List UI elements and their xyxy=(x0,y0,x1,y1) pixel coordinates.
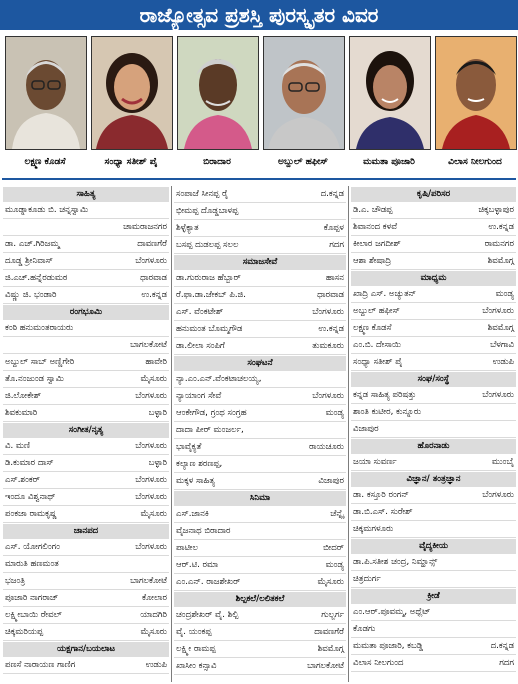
awardee-name: ಡಾ.ಲೀಲಾ ಸಂಪಿಗೆ xyxy=(176,341,225,351)
awardee-row xyxy=(3,556,169,573)
awardee-name: ಭಜಂತ್ರಿ xyxy=(5,576,26,586)
awardee-name: ಆಂಕೇಗೌಡ, ಗ್ರಂಥ ಸಂಗ್ರಹ xyxy=(176,408,247,418)
awardee-place: ಹಾಸನ xyxy=(325,273,344,283)
awards-column-2 xyxy=(174,186,346,682)
awardee-place: ಯಾದಗಿರಿ xyxy=(140,610,167,620)
awardee-place: ಬೆಂಗಳೂರು xyxy=(482,490,514,500)
awardee-row xyxy=(351,354,516,371)
awardee-name: ಭೀಮಪ್ಪ ದೊಡ್ಡಬಾಳಪ್ಪ xyxy=(176,206,239,216)
awardee-row xyxy=(3,455,169,472)
portrait-4 xyxy=(261,34,345,176)
awardee-place: ಬೆಂಗಳೂರು xyxy=(482,306,514,316)
awardee-row xyxy=(174,422,346,439)
awardee-place: ದಾವಣಗೆರೆ xyxy=(137,239,167,249)
awardee-name: ಎಸ್.ಜಾನಕಿ xyxy=(176,509,209,519)
awardee-place: ಗದಗ xyxy=(499,658,514,668)
awardee-row xyxy=(3,489,169,506)
awardee-place: ಗದಗ xyxy=(329,240,344,250)
awardee-name: ಮೂಡ್ನಾಕೂಡು ಬಿ. ಚನ್ನಸ್ವಾಮಿ xyxy=(5,205,89,215)
awardee-name: ನ್ಯಾಯಾಂಗ ಸೇವೆ xyxy=(176,391,222,401)
awardee-name: ರೆ.ಫಾ.ಡಾ.ಜೇಕಬ್ ಪಿ.ಜಿ. xyxy=(176,290,246,300)
awardee-place: ಚಿಕ್ಕಬಳ್ಳಾಪುರ xyxy=(478,205,514,215)
awardee-place: ವಿಜಾಪುರ xyxy=(318,476,344,486)
category-header: ಕೃಷಿ/ಪರಿಸರ xyxy=(351,187,516,202)
awardee-row xyxy=(351,454,516,471)
category-header: ಸಂಗೀತ/ನೃತ್ಯ xyxy=(3,423,169,438)
awardee-row xyxy=(351,638,516,655)
awardee-name: ಶಾಂತಿ ಕುಟೀರ, ಕುನ್ನೂರು xyxy=(353,407,422,417)
awardee-name: ಎಂ.ಬಿ. ದೇಸಾಯಿ xyxy=(353,340,401,350)
awardee-place: ಮೈಸೂರು xyxy=(317,577,344,587)
awardee-row xyxy=(351,655,516,672)
awards-column-1 xyxy=(3,186,169,682)
category-header: ಯಕ್ಷಗಾನ/ಬಯಲಾಟ xyxy=(3,642,169,657)
awardee-name: ಖಾಸೀಂ ಕನ್ಸಾವಿ xyxy=(176,661,217,671)
awardee-place: ಉ.ಕನ್ನಡ xyxy=(488,222,514,232)
column-separator xyxy=(348,186,349,682)
awardee-row xyxy=(351,202,516,219)
awardee-name: ಜಯಾ ಸುವರ್ಣ xyxy=(353,457,397,467)
category-header: ಮಾಧ್ಯಮ xyxy=(351,271,516,286)
category-header: ಜಾನಪದ xyxy=(3,524,169,539)
awardee-name: ಕಂಠಿ ಹನುಮಂತರಾಯರು xyxy=(5,323,74,333)
awardee-name: ಎಂ.ಆರ್.ಪೂವಮ್ಮ, ಅಥ್ಲೆಟ್ xyxy=(353,607,431,617)
awardee-name: ಸಂಪಾಜೆ ಸೀನಪ್ಪ ರೈ xyxy=(176,189,229,199)
awardee-row xyxy=(174,321,346,338)
awardee-place: ಮಂಡ್ಯ xyxy=(325,408,344,418)
awardee-name: ಚಿಕ್ಕಮಗಳೂರು xyxy=(353,524,394,534)
awardee-row xyxy=(174,338,346,355)
awardee-row xyxy=(351,504,516,521)
awardee-name: ಡಾ.ಗುರುರಾಜ ಹೆಬ್ಬಾರ್ xyxy=(176,273,241,283)
awardee-place: ಬೆಳಗಾವಿ xyxy=(490,340,514,350)
awardee-place: ಬೆಂಗಳೂರು xyxy=(135,475,167,485)
awardee-name: ಡಿ.ಕುಮಾರ ದಾಸ್ xyxy=(5,458,54,468)
awards-column-3 xyxy=(351,186,516,682)
portrait-6 xyxy=(433,34,517,176)
awardee-row xyxy=(174,473,346,490)
awardee-place: ಗುಲ್ಬರ್ಗ xyxy=(321,610,344,620)
awardee-place: ಬೆಂಗಳೂರು xyxy=(135,256,167,266)
awardee-name: ಅಬ್ದುಲ್ ಹಫೀಸ್ xyxy=(353,306,400,316)
portrait-photo xyxy=(5,36,87,150)
awardee-name: ಚಿಕ್ಕಮರಿಯಪ್ಪ xyxy=(5,627,44,637)
awardee-name: ಪೂಜಾರಿ ನಾಗರಾಜ್ xyxy=(5,593,59,603)
category-header: ಶಿಲ್ಪಕಲೆ/ಲಲಿತಕಲೆ xyxy=(174,592,346,607)
awardee-name: ಆರ್.ಟಿ. ರಮಾ xyxy=(176,560,219,570)
awardee-row xyxy=(3,287,169,304)
awardee-row xyxy=(3,506,169,523)
awardee-row xyxy=(351,303,516,320)
awardee-name: ಬಸಪ್ಪ ದುಡಲಪ್ಪ ಸಲಲ xyxy=(176,240,239,250)
awardee-name: ಎಸ್.ಶಂಕರ್ xyxy=(5,475,40,485)
awardee-row xyxy=(174,405,346,422)
portrait-caption: ಸಂಧ್ಯಾ ಸತೀಶ್ ಪೈ xyxy=(104,157,158,167)
awardee-row xyxy=(174,540,346,557)
awardee-name: ಶಿವಾನಂದ ಕಳವೆ xyxy=(353,222,398,232)
awardee-name: ಪಾಟೀಲ xyxy=(176,543,198,553)
awardee-name: ಹನುಮಂತ ಬೊಮ್ಮಗೌಡ xyxy=(176,324,243,334)
awardee-name: ಕನ್ನಡ ಸಾಹಿತ್ಯ ಪರಿಷತ್ತು xyxy=(353,390,417,400)
portrait-photo xyxy=(349,36,431,150)
awardee-place: ಉ.ಕನ್ನಡ xyxy=(141,290,167,300)
awardee-row xyxy=(3,354,169,371)
portrait-3 xyxy=(175,34,259,176)
awardee-place: ಬೆಂಗಳೂರು xyxy=(135,391,167,401)
divider-line xyxy=(2,178,516,180)
awardee-name: ಜಿ.ಎಚ್.ಹನ್ನೆರಡುಮಠ xyxy=(5,273,68,283)
category-header: ಸಂಘಟನೆ xyxy=(174,356,346,371)
awardee-row xyxy=(351,604,516,621)
portrait-caption: ಮಮತಾ ಪೂಜಾರಿ xyxy=(363,157,415,167)
awardee-row xyxy=(3,388,169,405)
awardee-place: ಶಿವಮೊಗ್ಗ xyxy=(487,256,514,266)
awardee-row xyxy=(174,186,346,203)
portrait-row xyxy=(3,34,515,176)
awardee-row xyxy=(351,236,516,253)
awardee-name: ಶಿವಕುಮಾರಿ xyxy=(5,408,38,418)
awardee-name: ದೂಡ್ಡ ಶ್ರೀನಿವಾಸ್ xyxy=(5,256,53,266)
awardee-place: ಬಾಗಲಕೋಟೆ xyxy=(130,576,167,586)
awardee-place: ಮೈಸೂರು xyxy=(140,374,167,384)
awardee-row xyxy=(3,539,169,556)
awardee-row xyxy=(351,387,516,404)
awardee-name: ವಿಜಾಪುರ xyxy=(353,424,379,434)
awardee-row xyxy=(351,404,516,421)
awardee-row xyxy=(3,320,169,337)
awardee-name: ವೈಜನಾಥ ಬಿರಾದಾರ xyxy=(176,526,231,536)
awardee-name: ಆಶಾ ಶೇಷಾದ್ರಿ xyxy=(353,256,392,266)
awardee-row xyxy=(3,472,169,489)
awardee-row xyxy=(3,405,169,422)
awardee-place: ಬೆಂಗಳೂರು xyxy=(135,441,167,451)
awardee-row xyxy=(3,573,169,590)
awardee-row xyxy=(351,286,516,303)
awardee-row xyxy=(174,388,346,405)
awardee-place: ಚೆನ್ನೈ xyxy=(330,509,344,519)
awardee-name: ತೊ.ನಂಜುಂಡ ಸ್ವಾಮಿ xyxy=(5,374,64,384)
awardee-name: ಲಕ್ಷ್ಮೀಬಾಯಿ ರೇವಲ್ xyxy=(5,610,62,620)
awardee-name: ಭಾವೈಕ್ಯತೆ xyxy=(176,442,202,452)
awardee-row xyxy=(174,439,346,456)
awardee-place: ಮಂಡ್ಯ xyxy=(325,560,344,570)
portrait-photo xyxy=(263,36,345,150)
awardee-place: ಬೆಂಗಳೂರು xyxy=(482,390,514,400)
awardee-name: ಎಂ.ಎನ್. ರಾಜಶೇಖರ್ xyxy=(176,577,241,587)
awardee-name: ಮಮತಾ ಪೂಜಾರಿ, ಕಬಡ್ಡಿ xyxy=(353,641,424,651)
awardee-name: ಡಿ.ಎ. ಚೌಡಪ್ಪ xyxy=(353,205,393,215)
awardee-place: ತುಮಕೂರು xyxy=(312,341,344,351)
awardee-place: ಬೀದರ್ xyxy=(323,543,344,553)
awardee-row xyxy=(3,219,169,236)
awardee-name: ಲಕ್ಷ್ಮೀ ರಾಮಪ್ಪ xyxy=(176,644,216,654)
awardee-row xyxy=(351,571,516,588)
awardee-name: ಮಕ್ಕಳ ಸಾಹಿತ್ಯ xyxy=(176,476,216,486)
awardee-place: ಬಳ್ಳಾರಿ xyxy=(148,458,167,468)
awardee-row xyxy=(174,270,346,287)
category-header: ಸಾಹಿತ್ಯ xyxy=(3,187,169,202)
awardee-name: ಶಿಳ್ಳೆಕ್ಯಾತ xyxy=(176,223,199,233)
awardee-place: ಶಿವಮೊಗ್ಗ xyxy=(487,323,514,333)
awardee-place: ಧಾರವಾಡ xyxy=(317,290,344,300)
awardee-place: ದ.ಕನ್ನಡ xyxy=(320,189,344,199)
awardee-row xyxy=(174,624,346,641)
awardee-row xyxy=(3,607,169,624)
awardee-name: ದಾದಾ ಪೀರ್ ಮಂಜರ್ಲ, xyxy=(176,425,244,435)
awardee-name: ವಿಲಾಸ ನೀಲಗುಂದ xyxy=(353,658,404,668)
awardee-place: ದ.ಕನ್ನಡ xyxy=(490,641,514,651)
awardee-row xyxy=(351,337,516,354)
portrait-caption: ಬಿರಾದಾರ xyxy=(203,157,231,167)
awardee-row xyxy=(174,574,346,591)
awardee-place: ಮೈಸೂರು xyxy=(140,627,167,637)
category-header: ರಂಗಭೂಮಿ xyxy=(3,305,169,320)
awardee-row xyxy=(351,320,516,337)
awardee-row xyxy=(351,253,516,270)
awardee-row xyxy=(3,438,169,455)
awardee-place: ದಾವಣಗೆರೆ xyxy=(314,627,344,637)
awardee-row xyxy=(3,590,169,607)
category-header: ವಿಜ್ಞಾನ/ ತಂತ್ರಜ್ಞಾನ xyxy=(351,472,516,487)
awardee-name: ಚಿತ್ರದುರ್ಗ xyxy=(353,574,381,584)
awardee-row xyxy=(3,270,169,287)
awardee-place: ರಾಯಚೂರು xyxy=(308,442,344,452)
awardee-name: ಎಸ್. ಯೋಗಲಿಂಗಂ xyxy=(5,542,60,552)
awardee-row xyxy=(174,371,346,388)
portrait-photo xyxy=(435,36,517,150)
awardee-name: ಕಲ್ಯಾಣ ಶರಣಪ್ಪ, xyxy=(176,459,223,469)
awardee-name: ಡಾ. ಎಚ್.ಗಿರಿಜಮ್ಮ xyxy=(5,239,60,249)
awardee-row xyxy=(3,236,169,253)
awardee-row xyxy=(351,421,516,438)
column-separator xyxy=(171,186,172,682)
awardee-name: ಖಾದ್ರಿ ಎಸ್. ಅಚ್ಯುತನ್ xyxy=(353,289,417,299)
awardee-place: ರಾಮನಗರ xyxy=(484,239,514,249)
awardee-name: ವೈ. ಯಂಕಪ್ಪ xyxy=(176,627,212,637)
portrait-caption: ವಿಲಾಸ ನೀಲಗುಂದ xyxy=(448,157,502,167)
awardee-place: ಚಾಮರಾಜನಗರ xyxy=(123,222,167,232)
awardee-row xyxy=(351,621,516,638)
awardee-row xyxy=(174,506,346,523)
awardee-row xyxy=(174,237,346,254)
awardee-row xyxy=(174,607,346,624)
awardee-row xyxy=(351,521,516,538)
awardee-place: ಧಾರವಾಡ xyxy=(140,273,167,283)
category-header: ಸಿನಿಮಾ xyxy=(174,491,346,506)
awardee-name: ವಿಷ್ಣು ಜಿ. ಭಂಡಾರಿ xyxy=(5,290,57,300)
portrait-5 xyxy=(347,34,431,176)
awardee-place: ಶಿವಮೊಗ್ಗ xyxy=(317,644,344,654)
awardee-row xyxy=(3,253,169,270)
awardee-place: ಉ.ಕನ್ನಡ xyxy=(318,324,344,334)
category-header: ವೈದ್ಯಕೀಯ xyxy=(351,539,516,554)
awardee-place: ಮೈಸೂರು xyxy=(140,509,167,519)
awardee-row xyxy=(351,219,516,236)
awardee-name: ಡಾ. ಕಸ್ತೂರಿ ರಂಗನ್ xyxy=(353,490,409,500)
awardee-place: ಕೋಲಾರ xyxy=(141,593,167,603)
awardee-place: ಬೆಂಗಳೂರು xyxy=(135,492,167,502)
awardee-row xyxy=(3,337,169,354)
awardee-row xyxy=(174,523,346,540)
awardee-name: ಚಂದ್ರಶೇಖರ್ ವೈ. ಶಿಲ್ಪಿ xyxy=(176,610,239,620)
awardee-row xyxy=(174,203,346,220)
awardee-place: ಬೆಂಗಳೂರು xyxy=(312,307,344,317)
awardee-name: ಕೊಡಗು xyxy=(353,624,376,634)
awardee-name: ಡಾ.ಬಿ.ಎಸ್. ಸುರೇಶ್ xyxy=(353,507,413,517)
awardee-name: ಸಂಧ್ಯಾ ಸತೀಶ್ ಪೈ xyxy=(353,357,403,367)
awardee-row xyxy=(3,657,169,674)
portrait-caption: ಲಕ್ಷ್ಮಣ ಕೊಡಸೆ xyxy=(24,157,66,167)
awardee-row xyxy=(174,220,346,237)
awardee-row xyxy=(3,202,169,219)
awardee-name: ಅಬ್ದುಲ್ ಸಾಬ್ ಅಣ್ಣಿಗೇರಿ xyxy=(5,357,75,367)
category-header: ಸಂಘ/ಸಂಸ್ಥೆ xyxy=(351,372,516,387)
category-header: ಹೊರನಾಡು xyxy=(351,439,516,454)
awardee-name: ಕೀಲಾರ ಜಗದೀಶ್ xyxy=(353,239,401,249)
portrait-2 xyxy=(89,34,173,176)
awardee-place: ಬೆಂಗಳೂರು xyxy=(135,542,167,552)
awardee-row xyxy=(351,554,516,571)
awardee-row xyxy=(174,287,346,304)
awardee-name: ಎಸ್. ವೆಂಕಟೇಶ್ xyxy=(176,307,224,317)
awardee-row xyxy=(3,371,169,388)
awardee-place: ಬಾಗಲಕೋಟೆ xyxy=(130,340,167,350)
awardee-row xyxy=(3,624,169,641)
awardee-place: ಬಾಗಲಕೋಟೆ xyxy=(307,661,344,671)
awardee-name: ಪಂಕಜಾ ರಾಮಕೃಷ್ಣ xyxy=(5,509,57,519)
awardee-row xyxy=(174,557,346,574)
awardee-place: ಉಡುಪಿ xyxy=(492,357,514,367)
awardee-place: ಬೆಂಗಳೂರು xyxy=(312,391,344,401)
awardee-row xyxy=(174,641,346,658)
awardee-place: ಕೊಪ್ಪಳ xyxy=(323,223,344,233)
portrait-photo xyxy=(177,36,259,150)
awardee-name: ಜಿ.ಲೋಕೇಶ್ xyxy=(5,391,42,401)
category-header: ಸಮಾಜಸೇವೆ xyxy=(174,255,346,270)
awardee-row xyxy=(174,456,346,473)
awardee-row xyxy=(174,304,346,321)
portrait-1 xyxy=(3,34,87,176)
awardee-name: ಇಂದೂ ವಿಶ್ವನಾಥ್ xyxy=(5,492,56,502)
awardee-name: ನ್ಯಾ.ಎಂ.ಎನ್.ವೆಂಕಟಾಚಲಯ್ಯ, xyxy=(176,374,262,384)
awardee-name: ಪಣಸೆ ನಾರಾಯಣ ಗಾಣಿಗ xyxy=(5,660,76,670)
awardee-place: ಉಡುಪಿ xyxy=(145,660,167,670)
awardee-place: ಹಾವೇರಿ xyxy=(145,357,167,367)
page-title: ರಾಜ್ಯೋತ್ಸವ ಪ್ರಶಸ್ತಿ ಪುರಸ್ಕೃತರ ವಿವರ xyxy=(0,0,518,30)
awardee-place: ಮಂಡ್ಯ xyxy=(495,289,514,299)
awardee-row xyxy=(351,487,516,504)
awardee-place: ಮುಂಬೈ xyxy=(491,457,514,467)
awardee-name: ಲಕ್ಷ್ಮಣ ಕೊಡಸೆ xyxy=(353,323,392,333)
portrait-photo xyxy=(91,36,173,150)
awardee-name: ವಿ. ಮಣಿ xyxy=(5,441,30,451)
awardee-name: ಡಾ.ಪಿ.ಸತೀಶ ಚಂದ್ರ, ನಿಮ್ಹಾನ್ಸ್ xyxy=(353,557,438,567)
awardee-name: ಮಾರುತಿ ಹಣಮಂತ xyxy=(5,559,59,569)
awardee-row xyxy=(174,658,346,675)
portrait-caption: ಅಬ್ದುಲ್ ಹಫೀಸ್ xyxy=(278,157,328,167)
awardee-place: ಬಳ್ಳಾರಿ xyxy=(148,408,167,418)
category-header: ಕ್ರೀಡೆ xyxy=(351,589,516,604)
